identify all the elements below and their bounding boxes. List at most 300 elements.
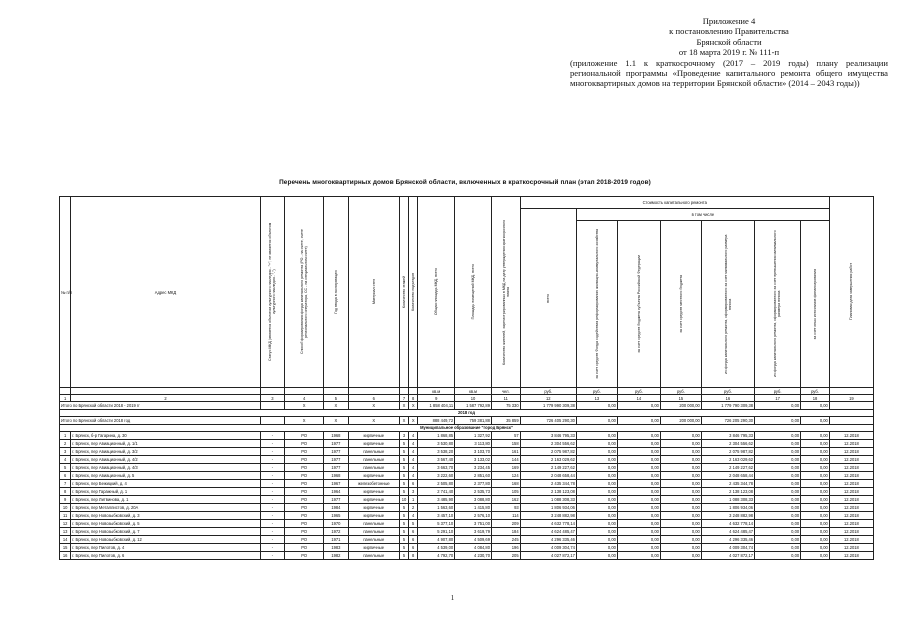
cell-oth: 0,00 bbox=[801, 512, 830, 520]
cell-fed: 0,00 bbox=[617, 544, 660, 552]
cell-tot: 1 806 934,06 bbox=[520, 504, 576, 512]
cell-res: 162 bbox=[491, 496, 520, 504]
cell-fl: 5 bbox=[399, 440, 408, 448]
cell-yr: 1967 bbox=[324, 480, 349, 488]
cell-res: 114 bbox=[491, 512, 520, 520]
cell-wall: кирпичные bbox=[348, 472, 399, 480]
cell-fm: РО bbox=[285, 480, 324, 488]
cell-wall: панельные bbox=[348, 456, 399, 464]
cell-en: 6 bbox=[409, 544, 418, 552]
cell-res: 209 bbox=[491, 520, 520, 528]
cell-fm: РО bbox=[285, 432, 324, 440]
cell-en: 8 bbox=[409, 552, 418, 560]
header-cost-group: Стоимость капитального ремонта bbox=[520, 197, 829, 209]
cell-own: 4 296 335,46 bbox=[701, 536, 754, 544]
cell-loc: 0,00 bbox=[660, 552, 701, 560]
table-row bbox=[60, 552, 874, 560]
cell-st: - bbox=[260, 512, 285, 520]
cell-fm: РО bbox=[285, 456, 324, 464]
appendix-line-4: от 18 марта 2019 г. № 111-п bbox=[678, 47, 780, 58]
cell-dl: 12.2018 bbox=[829, 496, 873, 504]
cell-dl: 12.2018 bbox=[829, 432, 873, 440]
appendix-line-3: Брянской области bbox=[696, 36, 762, 47]
cell-n: 1 bbox=[60, 432, 71, 440]
cell-fm: РО bbox=[285, 536, 324, 544]
cell-over: 0,00 bbox=[755, 432, 801, 440]
cell-liv: 3 619,79 bbox=[455, 528, 492, 536]
cell-oth: 0,00 bbox=[801, 496, 830, 504]
cell-res: 196 bbox=[491, 544, 520, 552]
cell-fund: 0,00 bbox=[576, 528, 617, 536]
cell-fund: 0,00 bbox=[576, 456, 617, 464]
cell-fed: 0,00 bbox=[617, 504, 660, 512]
cell-addr: г. Брянск, пер Новозыбковский, д. 12 bbox=[71, 536, 260, 544]
cell-over: 0,00 bbox=[755, 520, 801, 528]
cell-fm: РО bbox=[285, 544, 324, 552]
table-row bbox=[60, 496, 874, 504]
cell-wall: железобетонные bbox=[348, 480, 399, 488]
cell-n: 13 bbox=[60, 528, 71, 536]
cell-tot: 2 048 658,44 bbox=[520, 472, 576, 480]
cell-fund: 0,00 bbox=[576, 448, 617, 456]
cell-own: 2 304 556,62 bbox=[701, 440, 754, 448]
cell-fm: РО bbox=[285, 488, 324, 496]
cell-oth: 0,00 bbox=[801, 520, 830, 528]
cell-addr: г. Брянск, пер Литвинова, д. 1 bbox=[71, 496, 260, 504]
cell-yr: 1977 bbox=[324, 456, 349, 464]
cell-yr: 1964 bbox=[324, 488, 349, 496]
cell-tot: 2 138 123,08 bbox=[520, 488, 576, 496]
cell-area: 1 563,60 bbox=[418, 504, 455, 512]
cell-over: 0,00 bbox=[755, 536, 801, 544]
table-row bbox=[60, 488, 874, 496]
cell-area: 2 505,80 bbox=[418, 480, 455, 488]
cell-st: - bbox=[260, 496, 285, 504]
cell-area: 4 907,80 bbox=[418, 536, 455, 544]
cell-fund: 0,00 bbox=[576, 472, 617, 480]
cell-fund: 0,00 bbox=[576, 536, 617, 544]
cell-fm: РО bbox=[285, 464, 324, 472]
cell-area: 3 457,10 bbox=[418, 512, 455, 520]
register-body bbox=[60, 388, 874, 560]
cell-oth: 0,00 bbox=[801, 544, 830, 552]
cell-over: 0,00 bbox=[755, 512, 801, 520]
cell-area: 5 377,10 bbox=[418, 520, 455, 528]
cell-loc: 0,00 bbox=[660, 480, 701, 488]
cell-st: - bbox=[260, 456, 285, 464]
cell-tot: 4 027 872,17 bbox=[520, 552, 576, 560]
cell-tot: 4 632 778,14 bbox=[520, 520, 576, 528]
cell-yr: 1982 bbox=[324, 552, 349, 560]
table-row bbox=[60, 512, 874, 520]
cell-oth: 0,00 bbox=[801, 536, 830, 544]
cell-en: 4 bbox=[409, 512, 418, 520]
cell-dl: 12.2018 bbox=[829, 440, 873, 448]
cell-addr: г. Брянск, пер Пилотов, д. 6 bbox=[71, 552, 260, 560]
cell-wall: кирпичные bbox=[348, 496, 399, 504]
header-deadline: Плановая дата завершения работ bbox=[829, 197, 873, 388]
appendix-line-5: (приложение 1.1 к краткосрочному (2017 – 2019 годы) плану реализации региональной программы «Проведение капитального ремонта общего имущества многоквартирных домов на территории Брянской области» (2014 – 2043 годы)) bbox=[570, 57, 888, 89]
cell-own: 2 435 344,78 bbox=[701, 480, 754, 488]
cell-dl: 12.2018 bbox=[829, 472, 873, 480]
cell-fl: 5 bbox=[399, 512, 408, 520]
cell-yr: 1972 bbox=[324, 528, 349, 536]
cell-fl: 5 bbox=[399, 456, 408, 464]
cell-own: 4 624 485,47 bbox=[701, 528, 754, 536]
cell-dl: 12.2018 bbox=[829, 456, 873, 464]
cell-res: 161 bbox=[491, 448, 520, 456]
appendix-header bbox=[570, 16, 888, 89]
cell-loc: 0,00 bbox=[660, 496, 701, 504]
cell-own: 2 138 123,08 bbox=[701, 488, 754, 496]
cell-own: 3 846 795,33 bbox=[701, 432, 754, 440]
cell-wall: панельные bbox=[348, 552, 399, 560]
cell-fl: 5 bbox=[399, 552, 408, 560]
cell-en: 1 bbox=[409, 496, 418, 504]
header-total-area: Общая площадь МКД, всего bbox=[418, 197, 455, 388]
table-row bbox=[60, 536, 874, 544]
cell-loc: 0,00 bbox=[660, 520, 701, 528]
cell-yr: 1984 bbox=[324, 504, 349, 512]
total-all-row: Итого по Брянской области 2018 - 2019 гг X X X X X 1 858 404,11 1 587 792,89 75 330 1 779 990 309,38 0,00 0,00 200 000,00 1 779 790 309,38 0,00 0,00 bbox=[60, 402, 874, 410]
table-row bbox=[60, 544, 874, 552]
cell-dl: 12.2018 bbox=[829, 552, 873, 560]
cell-res: 57 bbox=[491, 432, 520, 440]
cell-liv: 2 576,10 bbox=[455, 512, 492, 520]
cell-fm: РО bbox=[285, 512, 324, 520]
cell-en: 6 bbox=[409, 480, 418, 488]
cell-yr: 1983 bbox=[324, 544, 349, 552]
header-owners-cap: из фонда капитального ремонта, сформированного за счет минимального размера взноса bbox=[701, 221, 754, 388]
cell-fm: РО bbox=[285, 448, 324, 456]
cell-loc: 0,00 bbox=[660, 456, 701, 464]
cell-wall: панельные bbox=[348, 536, 399, 544]
cell-fed: 0,00 bbox=[617, 488, 660, 496]
cell-st: - bbox=[260, 504, 285, 512]
cell-fm: РО bbox=[285, 528, 324, 536]
header-owners-over: из фонда капитального ремонта, сформированного за счет превышения минимального размера взноса bbox=[755, 221, 801, 388]
cell-dl: 12.2018 bbox=[829, 528, 873, 536]
cell-fl: 5 bbox=[399, 536, 408, 544]
cell-over: 0,00 bbox=[755, 528, 801, 536]
cell-loc: 0,00 bbox=[660, 504, 701, 512]
header-other: за счет иных источников финансирования bbox=[801, 221, 830, 388]
cell-wall: кирпичные bbox=[348, 512, 399, 520]
cell-fl: 5 bbox=[399, 472, 408, 480]
cell-own: 1 806 934,06 bbox=[701, 504, 754, 512]
cell-addr: г. Брянск, пер Металлистов, д. 20А bbox=[71, 504, 260, 512]
cell-addr: г. Брянск, пер Авиационный, д. 4/2 bbox=[71, 456, 260, 464]
cell-tot: 1 088 308,33 bbox=[520, 496, 576, 504]
cell-tot: 2 163 029,62 bbox=[520, 456, 576, 464]
cell-wall: кирпичные bbox=[348, 432, 399, 440]
cell-oth: 0,00 bbox=[801, 528, 830, 536]
cell-fm: РО bbox=[285, 496, 324, 504]
cell-oth: 0,00 bbox=[801, 464, 830, 472]
cell-addr: г. Брянск, б-р Гагарина, д. 30 bbox=[71, 432, 260, 440]
cell-n: 11 bbox=[60, 512, 71, 520]
cell-addr: г. Брянск, пер Авиационный, д. 3/2 bbox=[71, 448, 260, 456]
table-row bbox=[60, 448, 874, 456]
cell-own: 3 248 882,98 bbox=[701, 512, 754, 520]
cell-loc: 0,00 bbox=[660, 536, 701, 544]
cell-yr: 1971 bbox=[324, 536, 349, 544]
cell-liv: 1 327,92 bbox=[455, 432, 492, 440]
cell-fed: 0,00 bbox=[617, 512, 660, 520]
header-year: Год ввода в эксплуатацию bbox=[324, 197, 349, 388]
cell-fm: РО bbox=[285, 520, 324, 528]
cell-fed: 0,00 bbox=[617, 464, 660, 472]
cell-res: 245 bbox=[491, 536, 520, 544]
table-row bbox=[60, 520, 874, 528]
cell-st: - bbox=[260, 432, 285, 440]
cell-tot: 2 304 556,62 bbox=[520, 440, 576, 448]
cell-fl: 5 bbox=[399, 488, 408, 496]
cell-st: - bbox=[260, 480, 285, 488]
cell-fed: 0,00 bbox=[617, 520, 660, 528]
cell-liv: 4 230,70 bbox=[455, 552, 492, 560]
cell-own: 2 149 227,62 bbox=[701, 464, 754, 472]
cell-wall: кирпичные bbox=[348, 440, 399, 448]
municipality-row: Муниципальное образование "город Брянск" bbox=[60, 424, 874, 432]
cell-n: 9 bbox=[60, 496, 71, 504]
table-row bbox=[60, 480, 874, 488]
cell-addr: г. Брянск, пер Авиационный, д. 5 bbox=[71, 472, 260, 480]
cell-addr: г. Брянск, пер Гаражный, д. 1 bbox=[71, 488, 260, 496]
total-2018-row: Итого по Брянской области 2018 год X X X X X 888 449,72 759 381,88 35 859 726 405 290,30 0,00 0,00 200 000,00 726 205 290,30 0,00 0,00 bbox=[60, 417, 874, 425]
cell-tot: 4 296 335,46 bbox=[520, 536, 576, 544]
cell-res: 124 bbox=[491, 472, 520, 480]
cell-n: 3 bbox=[60, 448, 71, 456]
cell-area: 3 567,40 bbox=[418, 456, 455, 464]
cell-fl: 5 bbox=[399, 480, 408, 488]
cell-addr: г. Брянск, пер Новозыбковский, д. 5 bbox=[71, 520, 260, 528]
cell-fm: РО bbox=[285, 440, 324, 448]
cell-fed: 0,00 bbox=[617, 440, 660, 448]
cell-fl: 3 bbox=[399, 432, 408, 440]
cell-en: 4 bbox=[409, 464, 418, 472]
cell-yr: 1977 bbox=[324, 440, 349, 448]
cell-en: 6 bbox=[409, 536, 418, 544]
cell-fl: 5 bbox=[399, 528, 408, 536]
cell-fund: 0,00 bbox=[576, 504, 617, 512]
cell-n: 14 bbox=[60, 536, 71, 544]
cell-fed: 0,00 bbox=[617, 480, 660, 488]
header-residents: Количество жителей, зарегистрированных в МКД на дату утверждения краткосрочного плана bbox=[491, 197, 520, 388]
units-row: кв.м кв.м чел. руб. руб. руб. руб. руб. руб. руб. bbox=[60, 388, 874, 395]
cell-fm: РО bbox=[285, 552, 324, 560]
cell-liv: 3 088,80 bbox=[455, 496, 492, 504]
cell-tot: 4 009 304,74 bbox=[520, 544, 576, 552]
cell-fm: РО bbox=[285, 472, 324, 480]
cell-loc: 0,00 bbox=[660, 544, 701, 552]
cell-en: 5 bbox=[409, 520, 418, 528]
cell-loc: 0,00 bbox=[660, 432, 701, 440]
cell-over: 0,00 bbox=[755, 440, 801, 448]
cell-own: 4 009 304,74 bbox=[701, 544, 754, 552]
cell-oth: 0,00 bbox=[801, 448, 830, 456]
cell-fund: 0,00 bbox=[576, 512, 617, 520]
cell-yr: 1977 bbox=[324, 464, 349, 472]
cell-fed: 0,00 bbox=[617, 448, 660, 456]
header-status: Статус МКД (является объектом культурного наследия - "+", не является объектом культурного наследия - "-") bbox=[260, 197, 285, 388]
cell-liv: 3 103,70 bbox=[455, 448, 492, 456]
cell-yr: 1968 bbox=[324, 472, 349, 480]
cell-oth: 0,00 bbox=[801, 504, 830, 512]
cell-fed: 0,00 bbox=[617, 472, 660, 480]
cell-liv: 3 751,00 bbox=[455, 520, 492, 528]
cell-addr: г. Брянск, пер Бежицкий, д. 4 bbox=[71, 480, 260, 488]
cell-en: 4 bbox=[409, 472, 418, 480]
header-fund: за счет средств Фонда содействия реформированию жилищно-коммунального хозяйства bbox=[576, 221, 617, 388]
cell-fund: 0,00 bbox=[576, 432, 617, 440]
cell-tot: 2 149 227,62 bbox=[520, 464, 576, 472]
cell-loc: 0,00 bbox=[660, 472, 701, 480]
cell-yr: 1965 bbox=[324, 512, 349, 520]
header-local: за счет средств местного бюджета bbox=[660, 221, 701, 388]
cell-n: 16 bbox=[60, 552, 71, 560]
cell-st: - bbox=[260, 464, 285, 472]
cell-en: 4 bbox=[409, 448, 418, 456]
cell-liv: 4 509,69 bbox=[455, 536, 492, 544]
cell-fund: 0,00 bbox=[576, 480, 617, 488]
cell-res: 105 bbox=[491, 488, 520, 496]
cell-own: 4 027 872,17 bbox=[701, 552, 754, 560]
header-wall: Материал стен bbox=[348, 197, 399, 388]
header-num: № п/п bbox=[60, 197, 71, 388]
cell-st: - bbox=[260, 528, 285, 536]
cell-oth: 0,00 bbox=[801, 552, 830, 560]
cell-dl: 12.2018 bbox=[829, 480, 873, 488]
cell-liv: 1 415,80 bbox=[455, 504, 492, 512]
cell-res: 168 bbox=[491, 480, 520, 488]
cell-area: 3 222,60 bbox=[418, 472, 455, 480]
cell-dl: 12.2018 bbox=[829, 544, 873, 552]
cell-own: 2 048 658,44 bbox=[701, 472, 754, 480]
cell-over: 0,00 bbox=[755, 504, 801, 512]
cell-wall: кирпичные bbox=[348, 504, 399, 512]
cell-fund: 0,00 bbox=[576, 488, 617, 496]
document-title: Перечень многоквартирных домов Брянской области, включенных в краткосрочный план (этап 2018-2019 годов) bbox=[279, 179, 651, 186]
register-table bbox=[59, 196, 874, 560]
cell-liv: 2 851,60 bbox=[455, 472, 492, 480]
cell-fund: 0,00 bbox=[576, 520, 617, 528]
cell-area: 3 538,20 bbox=[418, 448, 455, 456]
table-row bbox=[60, 464, 874, 472]
cell-wall: панельные bbox=[348, 448, 399, 456]
header-federal: за счет средств бюджета субъекта Российской Федерации bbox=[617, 221, 660, 388]
cell-res: 93 bbox=[491, 504, 520, 512]
header-living-area: Площадь помещений МКД, всего bbox=[455, 197, 492, 388]
cell-n: 10 bbox=[60, 504, 71, 512]
cell-wall: панельные bbox=[348, 464, 399, 472]
cell-fl: 10 bbox=[399, 496, 408, 504]
cell-yr: 1968 bbox=[324, 432, 349, 440]
cell-fund: 0,00 bbox=[576, 552, 617, 560]
table-row bbox=[60, 528, 874, 536]
cell-own: 2 163 029,62 bbox=[701, 456, 754, 464]
cell-liv: 3 133,02 bbox=[455, 456, 492, 464]
appendix-line-1: Приложение 4 bbox=[702, 16, 756, 26]
table-row bbox=[60, 456, 874, 464]
cell-over: 0,00 bbox=[755, 480, 801, 488]
cell-n: 12 bbox=[60, 520, 71, 528]
cell-dl: 12.2018 bbox=[829, 488, 873, 496]
table-row bbox=[60, 504, 874, 512]
cell-fund: 0,00 bbox=[576, 464, 617, 472]
cell-st: - bbox=[260, 472, 285, 480]
cell-en: 4 bbox=[409, 440, 418, 448]
cell-area: 4 539,00 bbox=[418, 544, 455, 552]
cell-en: 3 bbox=[409, 488, 418, 496]
cell-st: - bbox=[260, 448, 285, 456]
cell-oth: 0,00 bbox=[801, 456, 830, 464]
cell-fm: РО bbox=[285, 504, 324, 512]
cell-res: 169 bbox=[491, 464, 520, 472]
cell-addr: г. Брянск, пер Пилотов, д. 4 bbox=[71, 544, 260, 552]
cell-oth: 0,00 bbox=[801, 488, 830, 496]
cell-st: - bbox=[260, 488, 285, 496]
cell-wall: панельные bbox=[348, 520, 399, 528]
cell-loc: 0,00 bbox=[660, 512, 701, 520]
appendix-line-2: к постановлению Правительства bbox=[669, 26, 789, 37]
cell-fund: 0,00 bbox=[576, 440, 617, 448]
cell-res: 205 bbox=[491, 552, 520, 560]
cell-st: - bbox=[260, 536, 285, 544]
cell-area: 3 663,70 bbox=[418, 464, 455, 472]
cell-fl: 5 bbox=[399, 464, 408, 472]
cell-fund: 0,00 bbox=[576, 496, 617, 504]
cell-oth: 0,00 bbox=[801, 440, 830, 448]
cell-wall: кирпичные bbox=[348, 488, 399, 496]
table-row bbox=[60, 472, 874, 480]
cell-wall: панельные bbox=[348, 528, 399, 536]
cell-fed: 0,00 bbox=[617, 496, 660, 504]
cell-area: 1 868,85 bbox=[418, 432, 455, 440]
cell-tot: 3 846 795,33 bbox=[520, 432, 576, 440]
header-entrances: Количество подъездов bbox=[409, 197, 418, 388]
cell-tot: 4 624 485,47 bbox=[520, 528, 576, 536]
page-number: 1 bbox=[450, 594, 455, 602]
header-fund-method: Способ формирования фонда капитального ремонта (РО - на счете, счете регионального оператора, СС - на специальном счете) bbox=[285, 197, 324, 388]
cell-over: 0,00 bbox=[755, 544, 801, 552]
cell-liv: 2 535,73 bbox=[455, 488, 492, 496]
cell-liv: 2 377,80 bbox=[455, 480, 492, 488]
cell-own: 2 075 987,82 bbox=[701, 448, 754, 456]
cell-over: 0,00 bbox=[755, 472, 801, 480]
cell-fl: 5 bbox=[399, 544, 408, 552]
cell-n: 4 bbox=[60, 456, 71, 464]
cell-tot: 2 435 344,78 bbox=[520, 480, 576, 488]
cell-st: - bbox=[260, 552, 285, 560]
cell-n: 7 bbox=[60, 480, 71, 488]
cell-own: 4 632 778,14 bbox=[701, 520, 754, 528]
column-number-row: 1 2 3 4 5 6 7 8 9 10 11 12 13 14 15 16 17 18 19 bbox=[60, 395, 874, 402]
cell-res: 184 bbox=[491, 528, 520, 536]
cell-oth: 0,00 bbox=[801, 480, 830, 488]
cell-yr: 1970 bbox=[324, 520, 349, 528]
cell-area: 4 792,70 bbox=[418, 552, 455, 560]
cell-area: 5 291,10 bbox=[418, 528, 455, 536]
cell-over: 0,00 bbox=[755, 464, 801, 472]
cell-dl: 12.2018 bbox=[829, 448, 873, 456]
cell-en: 6 bbox=[409, 528, 418, 536]
cell-addr: г. Брянск, пер Авиационный, д. 1/1 bbox=[71, 440, 260, 448]
cell-wall: кирпичные bbox=[348, 544, 399, 552]
cell-res: 144 bbox=[491, 456, 520, 464]
cell-over: 0,00 bbox=[755, 456, 801, 464]
cell-fund: 0,00 bbox=[576, 544, 617, 552]
